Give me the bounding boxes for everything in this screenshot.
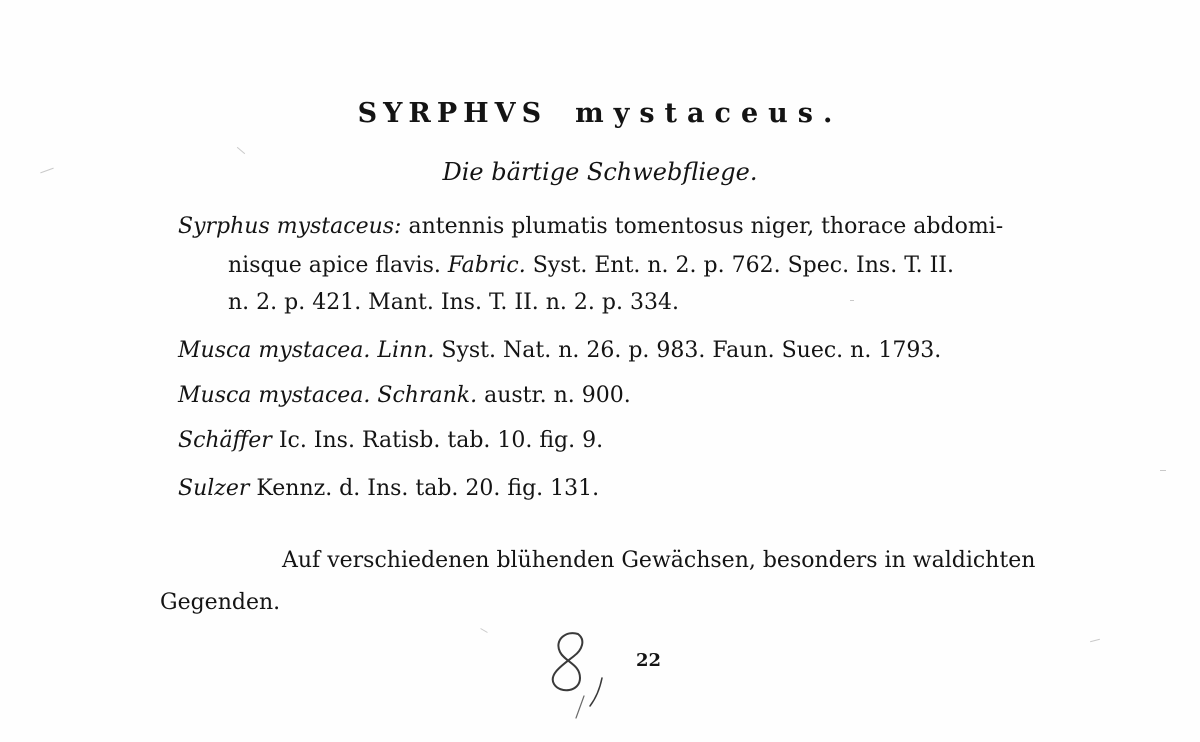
reference-fabricius-line-1 [178,216,1003,238]
common-name-subtitle: Die bärtige Schwebfliege. [442,158,758,186]
reference-citation: Syst. Ent. n. 2. p. 762. Spec. Ins. T. II. [532,253,954,278]
reference-fabricius-line-3 [228,292,679,314]
reference-citation: austr. n. 900. [484,383,631,408]
reference-sulzer [178,478,599,500]
paper-speck [1160,470,1166,471]
habitat-line-1: Auf verschiedenen blühenden Gewächsen, besonders in waldichten [282,548,1036,573]
paper-speck [480,628,487,633]
reference-author: Schäffer [178,428,272,453]
reference-citation: Ic. Ins. Ratisb. tab. 10. fig. 9. [278,428,604,453]
title-species: mystaceus. [575,98,843,129]
page-title [0,100,1200,127]
reference-description: antennis plumatis tomentosus niger, thorace abdomi- [408,214,1004,239]
reference-citation: Kennz. d. Ins. tab. 20. fig. 131. [256,476,600,501]
reference-author: Fabric. [447,253,526,278]
paper-speck [237,147,245,154]
reference-author: Sulzer [178,476,250,501]
reference-author: Schrank. [377,383,478,408]
handwritten-mark [540,626,610,726]
reference-author: Linn. [377,338,435,363]
reference-linnaeus [178,340,941,362]
reference-citation: Syst. Nat. n. 26. p. 983. Faun. Suec. n. 1793. [441,338,942,363]
reference-schrank [178,385,631,407]
paper-speck [850,300,854,301]
paper-speck [1090,639,1100,643]
habitat-line-2: Gegenden. [160,590,281,615]
page-number: 22 [636,650,662,671]
reference-citation-cont: n. 2. p. 421. Mant. Ins. T. II. n. 2. p. 334. [228,290,679,315]
reference-taxon-name: Syrphus mystaceus: [178,214,402,239]
reference-description-cont: nisque apice flavis. [228,253,441,278]
reference-schaeffer [178,430,603,452]
title-genus: SYRPHVS [357,98,548,129]
reference-fabricius-line-2 [228,255,954,277]
reference-taxon-name: Musca mystacea. [178,383,371,408]
reference-taxon-name: Musca mystacea. [178,338,371,363]
